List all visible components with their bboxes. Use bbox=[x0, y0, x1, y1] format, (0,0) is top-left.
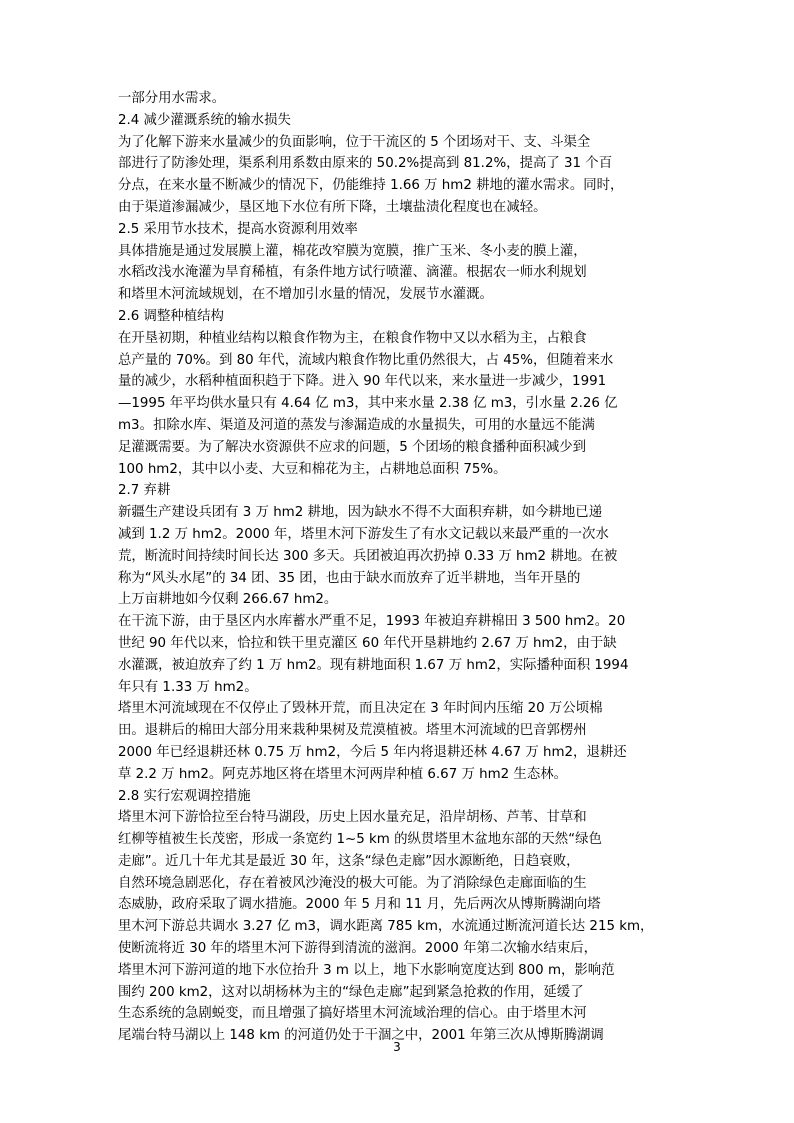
text-line: 水灌溉，被迫放弃了约 1 万 hm2。现有耕地面积 1.67 万 hm2，实际播种面积 1994 bbox=[118, 657, 629, 673]
text-line: 使断流将近 30 年的塔里木河下游得到清流的滋润。2000 年第二次输水结束后， bbox=[118, 941, 597, 957]
text-line: 田。退耕后的棉田大部分用来栽种果树及荒漠植被。塔里木河流域的巴音郭楞州 bbox=[118, 723, 587, 739]
text-line: 新疆生产建设兵团有 3 万 hm2 耕地，因为缺水不得不大面积弃耕，如今耕地已递 bbox=[118, 505, 603, 521]
text-line: 走廊”。近几十年尤其是最近 30 年，这条“绿色走廊”因水源断绝，日趋衰败， bbox=[118, 853, 580, 869]
text-line: 草 2.2 万 hm2。阿克苏地区将在塔里木河两岸种植 6.67 万 hm2 生态林。 bbox=[118, 766, 567, 782]
text-line: 在干流下游，由于垦区内水库蓄水严重不足，1993 年被迫弃耕棉田 3 500 hm2。20 bbox=[118, 614, 626, 630]
text-line: 水稻改浅水淹灌为旱育稀植，有条件地方试行喷灌、滴灌。根据农一师水利规划 bbox=[118, 265, 587, 281]
section-heading: 2.4 减少灌溉系统的输水损失 bbox=[118, 112, 291, 128]
document-body bbox=[118, 88, 680, 1047]
text-line: 塔里木河流域现在不仅停止了毁林开荒，而且决定在 3 年时间内压缩 20 万公顷棉 bbox=[118, 701, 603, 717]
text-line: m3。扣除水库、渠道及河道的蒸发与渗漏造成的水量损失，可用的水量远不能满 bbox=[118, 417, 595, 433]
text-line: 里木河下游总共调水 3.27 亿 m3，调水距离 785 km，水流通过断流河道长达 215 km， bbox=[118, 919, 654, 935]
text-line: 塔里木河下游恰拉至台特马湖段，历史上因水量充足，沿岸胡杨、芦苇、甘草和 bbox=[118, 810, 587, 826]
text-line: 具体措施是通过发展膜上灌，棉花改窄膜为宽膜，推广玉米、冬小麦的膜上灌， bbox=[118, 243, 587, 259]
text-line: 由于渠道渗漏减少，垦区地下水位有所下降，土壤盐渍化程度也在减轻。 bbox=[118, 199, 547, 215]
text-line: 2000 年已经退耕还林 0.75 万 hm2，今后 5 年内将退耕还林 4.67 万 hm2，退耕还 bbox=[118, 744, 627, 760]
text-line: 在开垦初期，种植业结构以粮食作物为主，在粮食作物中又以水稻为主，占粮食 bbox=[118, 330, 587, 346]
page-number: 3 bbox=[393, 1040, 401, 1054]
text-line: 一部分用水需求。 bbox=[118, 91, 226, 106]
text-line: 称为“风头水尾”的 34 团、35 团，也由于缺水而放弃了近半耕地，当年开垦的 bbox=[118, 570, 581, 586]
text-line: 自然环境急剧恶化，存在着被风沙淹没的极大可能。为了消除绿色走廊面临的生 bbox=[118, 875, 587, 891]
section-heading: 2.8 实行宏观调控措施 bbox=[118, 788, 251, 804]
section-heading: 2.5 采用节水技术，提高水资源利用效率 bbox=[118, 221, 358, 237]
section-heading: 2.6 调整种植结构 bbox=[118, 308, 224, 324]
text-line: —1995 年平均供水量只有 4.64 亿 m3，其中来水量 2.38 亿 m3，引水量 2.26 亿 bbox=[118, 396, 618, 412]
text-line: 态威胁，政府采取了调水措施。2000 年 5 月和 11 月，先后两次从博斯腾湖向塔 bbox=[118, 897, 601, 913]
text-line: 世纪 90 年代以来，恰拉和铁干里克灌区 60 年代开垦耕地约 2.67 万 hm2，由于缺 bbox=[118, 635, 617, 651]
text-line: 为了化解下游来水量减少的负面影响，位于干流区的 5 个团场对干、支、斗渠全 bbox=[118, 134, 591, 150]
text-line: 年只有 1.33 万 hm2。 bbox=[118, 679, 258, 695]
section-heading: 2.7 弃耕 bbox=[118, 483, 171, 499]
text-line: 部进行了防渗处理，渠系利用系数由原来的 50.2%提高到 81.2%，提高了 31 个百 bbox=[118, 156, 613, 172]
text-line: 生态系统的急剧蜕变，而且增强了搞好塔里木河流域治理的信心。由于塔里木河 bbox=[118, 1006, 587, 1022]
text-line: 塔里木河下游河道的地下水位抬升 3 m 以上，地下水影响宽度达到 800 m，影响范 bbox=[118, 962, 615, 978]
text-line: 总产量的 70%。到 80 年代，流域内粮食作物比重仍然很大，占 45%，但随着来水 bbox=[118, 352, 614, 368]
text-line: 围约 200 km2，这对以胡杨林为主的“绿色走廊”起到紧急抢救的作用，延缓了 bbox=[118, 984, 584, 1000]
text-line: 和塔里木河流域规划，在不增加引水量的情况，发展节水灌溉。 bbox=[118, 287, 493, 303]
text-line: 100 hm2，其中以小麦、大豆和棉花为主，占耕地总面积 75%。 bbox=[118, 461, 507, 477]
text-line: 尾端台特马湖以上 148 km 的河道仍处于干涸之中，2001 年第三次从博斯腾湖调 bbox=[118, 1028, 604, 1044]
text-line: 荒，断流时间持续时间长达 300 多天。兵团被迫再次扔掉 0.33 万 hm2 耕地。在被 bbox=[118, 548, 618, 564]
text-line: 上万亩耕地如今仅剩 266.67 hm2。 bbox=[118, 592, 338, 608]
text-line: 分点，在来水量不断减少的情况下，仍能维持 1.66 万 hm2 耕地的灌水需求。同时， bbox=[118, 178, 624, 194]
text-line: 红柳等植被生长茂密，形成一条宽约 1~5 km 的纵贯塔里木盆地东部的天然“绿色 bbox=[118, 832, 602, 848]
text-line: 量的减少，水稻种植面积趋于下降。进入 90 年代以来，来水量进一步减少，1991 bbox=[118, 374, 607, 390]
text-line: 足灌溉需要。为了解决水资源供不应求的问题，5 个团场的粮食播种面积减少到 bbox=[118, 439, 587, 455]
text-line: 减到 1.2 万 hm2。2000 年，塔里木河下游发生了有水文记载以来最严重的一次水 bbox=[118, 526, 609, 542]
